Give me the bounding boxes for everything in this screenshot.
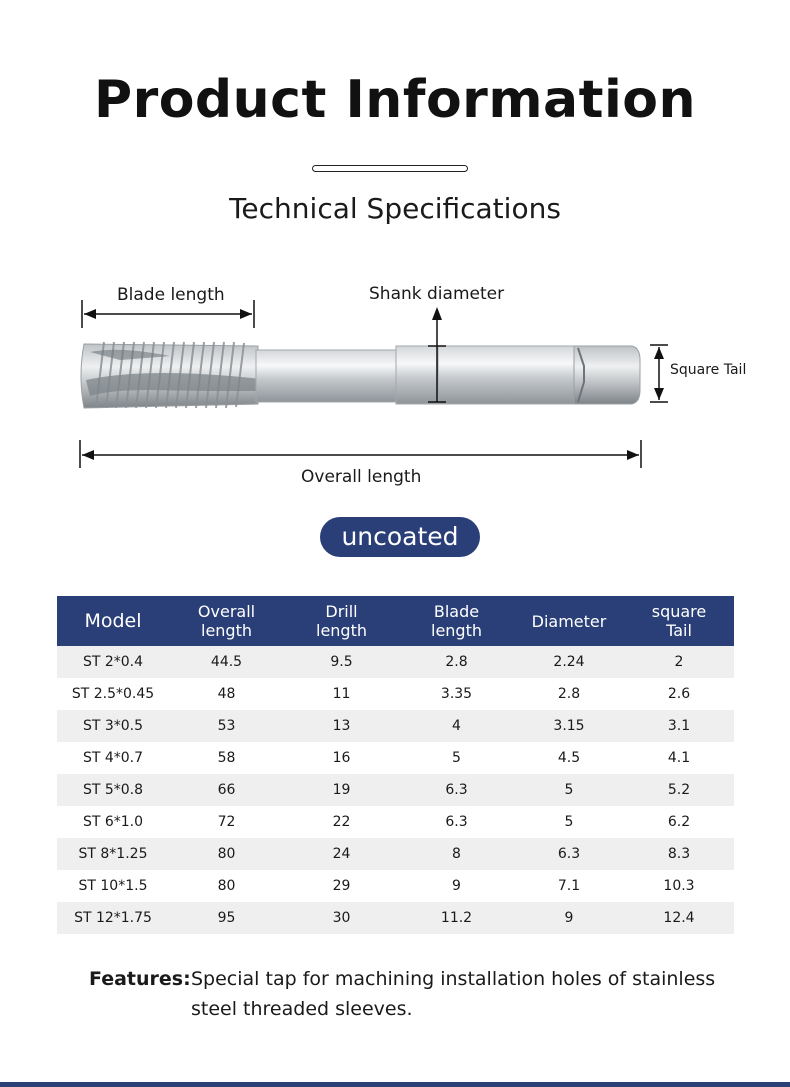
features-text: Special tap for machining installation holes of stainless steel threaded sleeves. — [191, 968, 716, 1020]
model-cell: ST 6*1.0 — [82, 814, 144, 830]
value-cell: 95 — [169, 902, 284, 934]
value-cell: 12.4 — [624, 902, 734, 934]
value-cell: 2 — [624, 646, 734, 678]
shank-diameter-label: Shank diameter — [369, 284, 505, 304]
column-header-text: Tail — [666, 621, 692, 640]
value-cell: 44.5 — [169, 646, 284, 678]
overall-length-label: Overall length — [301, 467, 422, 487]
value-cell: 6.3 — [445, 814, 468, 830]
value-cell: 8.3 — [624, 838, 734, 870]
value-cell: 19 — [284, 774, 399, 806]
spec-table — [57, 596, 734, 934]
value-cell: 5 — [564, 814, 574, 830]
model-cell: ST 4*0.7 — [82, 750, 144, 766]
value-cell: 11.2 — [399, 902, 514, 934]
value-cell: 9 — [514, 902, 624, 934]
table-row — [57, 806, 734, 838]
column-header-text: Diameter — [531, 611, 607, 631]
column-header-text: square — [651, 602, 707, 621]
value-cell: 66 — [169, 774, 284, 806]
value-cell: 30 — [284, 902, 399, 934]
value-cell: 2.6 — [667, 686, 691, 702]
value-cell: 22 — [332, 814, 351, 830]
tap-diagram — [0, 270, 790, 500]
value-cell: 53 — [169, 710, 284, 742]
value-cell: 3.1 — [624, 710, 734, 742]
column-header-text: Model — [84, 609, 142, 632]
value-cell: 72 — [217, 814, 236, 830]
value-cell: 16 — [332, 750, 351, 766]
square-tail-label: Square Tail — [670, 362, 747, 378]
table-row — [57, 646, 734, 678]
table-header-row — [57, 596, 734, 646]
value-cell: 7.1 — [557, 878, 581, 894]
value-cell: 9 — [452, 878, 461, 894]
model-cell: ST 2.5*0.45 — [71, 686, 155, 702]
table-row — [57, 774, 734, 806]
column-header — [169, 596, 284, 646]
page-title: Product Information — [93, 70, 697, 130]
features-label: Features: — [89, 968, 191, 990]
value-cell: 4.1 — [667, 750, 691, 766]
value-cell: 10.3 — [663, 878, 695, 894]
value-cell: 13 — [284, 710, 399, 742]
model-cell: ST 5*0.8 — [57, 774, 169, 806]
value-cell: 4.5 — [557, 750, 581, 766]
overall-length-dimension — [80, 440, 641, 468]
value-cell: 24 — [284, 838, 399, 870]
value-cell: 5 — [514, 774, 624, 806]
column-header-text: length — [201, 621, 252, 640]
table-row — [57, 678, 734, 710]
page-subtitle: Technical Specifications — [229, 192, 561, 225]
column-header — [57, 596, 169, 646]
column-header — [514, 596, 624, 646]
column-header-text: Overall — [197, 602, 256, 621]
value-cell: 3.15 — [514, 710, 624, 742]
value-cell: 4 — [399, 710, 514, 742]
table-row — [57, 870, 734, 902]
value-cell: 5 — [452, 750, 461, 766]
table-body — [57, 646, 734, 934]
value-cell: 8 — [399, 838, 514, 870]
value-cell: 2.24 — [514, 646, 624, 678]
title-divider — [312, 165, 468, 172]
table-row — [57, 742, 734, 774]
square-tail-dimension — [650, 345, 668, 402]
column-header-text: Drill — [325, 602, 358, 621]
value-cell: 11 — [332, 686, 351, 702]
value-cell: 58 — [217, 750, 236, 766]
value-cell: 2.8 — [557, 686, 581, 702]
table-row — [57, 838, 734, 870]
value-cell: 6.2 — [667, 814, 691, 830]
table-row — [57, 902, 734, 934]
value-cell: 48 — [217, 686, 236, 702]
tap-body — [81, 342, 640, 408]
model-cell: ST 12*1.75 — [57, 902, 169, 934]
column-header — [399, 596, 514, 646]
column-header — [284, 596, 399, 646]
value-cell: 80 — [217, 878, 236, 894]
column-header-text: length — [431, 621, 482, 640]
value-cell: 5.2 — [624, 774, 734, 806]
column-header-text: length — [316, 621, 367, 640]
model-cell: ST 2*0.4 — [57, 646, 169, 678]
model-cell: ST 8*1.25 — [57, 838, 169, 870]
column-header — [624, 596, 734, 646]
value-cell: 6.3 — [514, 838, 624, 870]
blade-length-label: Blade length — [117, 285, 225, 305]
bottom-accent-line — [0, 1082, 790, 1087]
value-cell: 80 — [169, 838, 284, 870]
table-row — [57, 710, 734, 742]
model-cell: ST 3*0.5 — [57, 710, 169, 742]
column-header-text: Blade — [433, 602, 480, 621]
value-cell: 9.5 — [284, 646, 399, 678]
value-cell: 29 — [332, 878, 351, 894]
coating-badge: uncoated — [320, 517, 480, 557]
value-cell: 2.8 — [399, 646, 514, 678]
value-cell: 3.35 — [440, 686, 473, 702]
model-cell: ST 10*1.5 — [78, 878, 148, 894]
value-cell: 6.3 — [399, 774, 514, 806]
